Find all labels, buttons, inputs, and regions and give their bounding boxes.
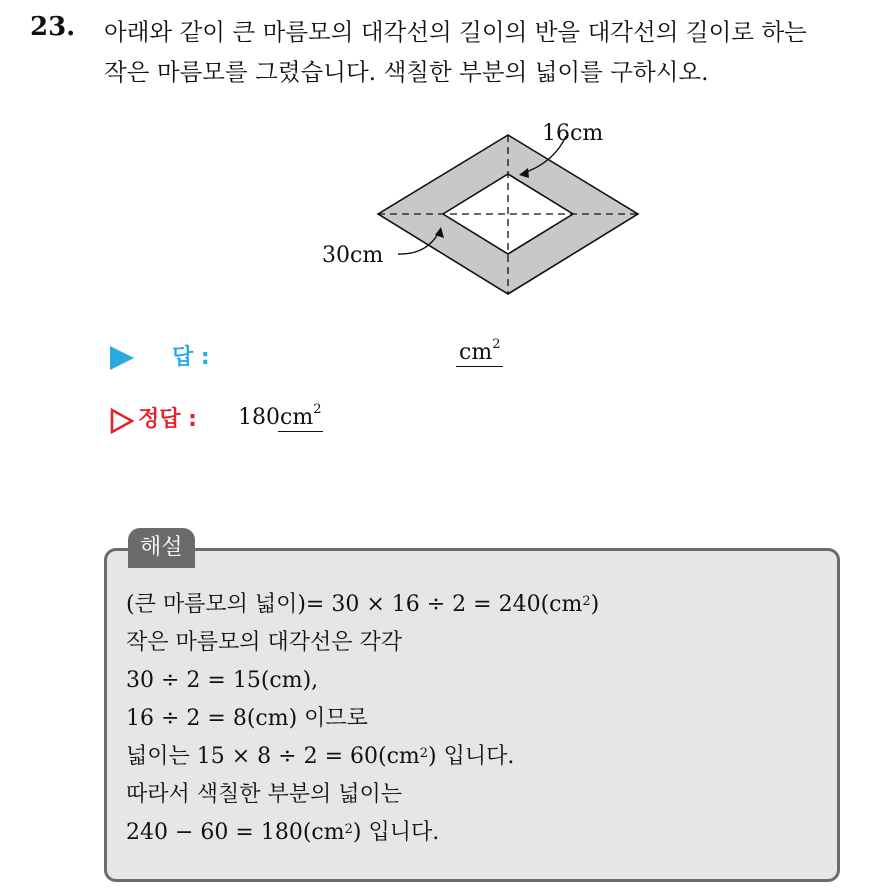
correct-unit: cm <box>280 405 314 430</box>
answer-row <box>110 337 610 376</box>
solution-line-7: $240 - 60 = 180(cm^2)$ 입니다. <box>126 820 440 845</box>
solution-lines <box>126 586 599 852</box>
correct-answer-row <box>110 402 610 438</box>
correct-value: 180 <box>238 405 280 430</box>
answer-label: 답 : <box>172 345 210 370</box>
correct-unit-wrap <box>278 402 323 432</box>
answer-blank[interactable] <box>456 337 503 367</box>
question-line-1: 아래와 같이 큰 마름모의 대각선의 길이의 반을 대각선의 길이로 하는 <box>104 18 807 46</box>
correct-arrow-icon <box>110 408 134 434</box>
label-16cm: 16cm <box>542 121 604 146</box>
solution-tab: 해설 <box>128 528 195 568</box>
correct-unit-exponent: 2 <box>313 402 322 417</box>
solution-line-4: 16 ÷ 2 = 8(cm) 이므로 <box>126 706 368 731</box>
question-text <box>104 12 874 92</box>
solution-line-6: 따라서 색칠한 부분의 넓이는 <box>126 782 403 807</box>
rhombus-figure <box>316 108 656 308</box>
answer-arrow-icon <box>110 346 134 370</box>
solution-line-5: 넓이는 $15 \times 8 \div 2 = 60(cm^2)$ 입니다. <box>126 744 515 769</box>
solution-line-3: 30 ÷ 2 = 15(cm), <box>126 668 319 693</box>
answer-unit-exponent: 2 <box>492 337 501 352</box>
label-30cm: 30cm <box>322 243 384 268</box>
question-line-2: 작은 마름모를 그렸습니다. 색칠한 부분의 넓이를 구하시오. <box>104 58 709 86</box>
question-number: 23. <box>30 12 76 42</box>
solution-line-1: (큰 마름모의 넓이)= $30 \times 16 \div 2 = 240(cm^2)$ <box>126 592 600 617</box>
correct-label: 정답 : <box>138 407 197 432</box>
answer-unit: cm <box>459 340 493 365</box>
solution-line-2: 작은 마름모의 대각선은 각각 <box>126 630 403 655</box>
